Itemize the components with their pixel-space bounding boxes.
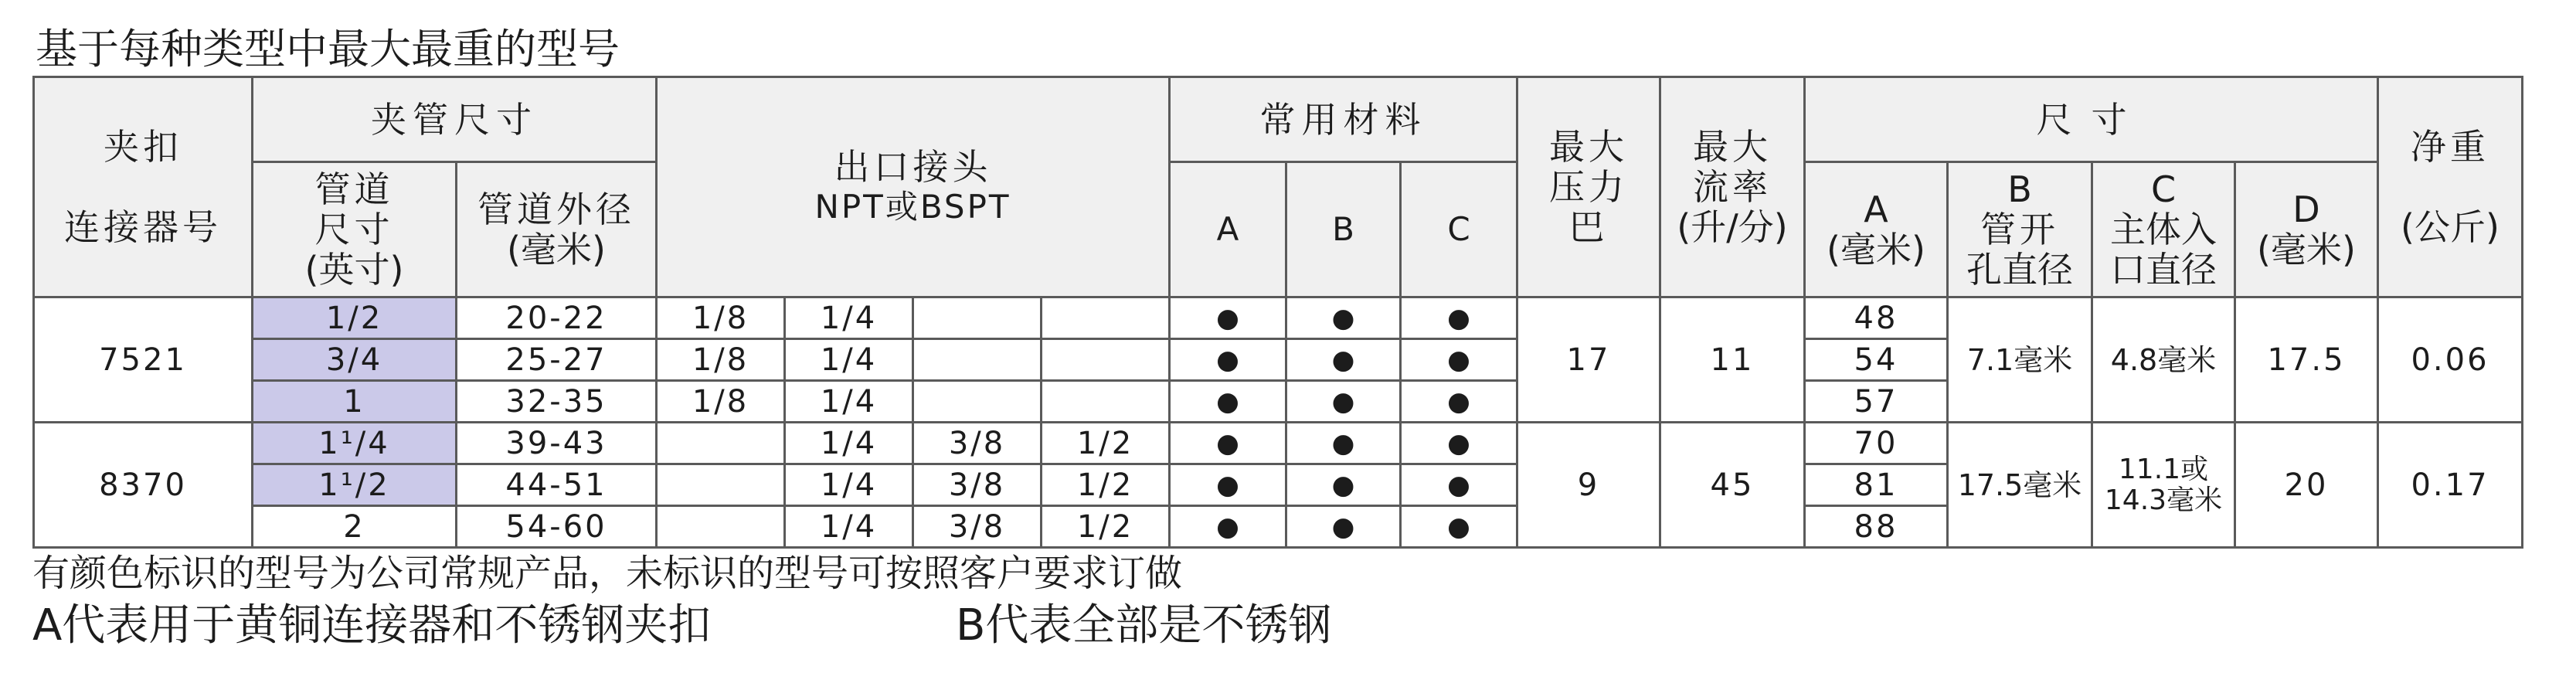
header-pipe-size (253, 162, 457, 297)
cell-material-b: ● (1286, 464, 1401, 506)
header-clamp-size: 夹管尺寸 (253, 77, 657, 162)
cell-max-pressure: 9 (1517, 423, 1660, 548)
header-dim-b (1948, 162, 2092, 297)
cell-outlet-3 (913, 381, 1042, 423)
cell-outlet-2: 1/4 (785, 506, 913, 548)
cell-material-c: ● (1401, 423, 1517, 464)
header-row-2 (34, 162, 2523, 297)
table-row (34, 297, 2523, 339)
header-max-pressure-line: 巴 (1568, 206, 1609, 248)
cell-outlet-3 (913, 339, 1042, 381)
page-title: 基于每种类型中最大最重的型号 (36, 25, 620, 73)
cell-dim-a: 70 (1805, 423, 1948, 464)
header-material-c: C (1401, 162, 1517, 297)
header-dim-c-line: C (2150, 168, 2177, 210)
header-max-flow-line: 流率 (1693, 166, 1772, 208)
header-outlet (657, 77, 1170, 297)
cell-max-flow: 11 (1660, 297, 1805, 423)
header-row-1 (34, 77, 2523, 162)
cell-outlet-1: 1/8 (657, 297, 785, 339)
cell-material-a: ● (1170, 423, 1286, 464)
cell-pipe-size: 1 (253, 381, 457, 423)
cell-outlet-2: 1/4 (785, 381, 913, 423)
cell-outlet-3: 3/8 (913, 464, 1042, 506)
header-dim-b-line: B (2007, 168, 2032, 210)
legend-note: 有颜色标识的型号为公司常规产品，未标识的型号可按照客户要求订做 (32, 552, 1183, 595)
cell-material-c: ● (1401, 339, 1517, 381)
cell-outlet-3: 3/8 (913, 423, 1042, 464)
cell-pipe-od: 32-35 (457, 381, 657, 423)
cell-outlet-2: 1/4 (785, 464, 913, 506)
cell-material-a: ● (1170, 381, 1286, 423)
cell-material-c: ● (1401, 506, 1517, 548)
cell-material-c: ● (1401, 464, 1517, 506)
header-dim-c-line: 口直径 (2110, 249, 2217, 291)
cell-outlet-1: 1/8 (657, 381, 785, 423)
header-dim-c (2092, 162, 2235, 297)
cell-pipe-od: 54-60 (457, 506, 657, 548)
material-b-note: B代表全部是不锈钢 (956, 600, 1332, 651)
cell-net-weight: 0.17 (2378, 423, 2523, 548)
header-outlet-line: 出口接头 (834, 146, 992, 188)
header-pipe-size-line: (英寸) (304, 249, 404, 291)
header-max-flow (1660, 77, 1805, 297)
header-dim-c-line: 主体入 (2110, 209, 2217, 250)
cell-material-a: ● (1170, 297, 1286, 339)
header-dim-b-line: 孔直径 (1966, 249, 2073, 291)
cell-dim-c-line: 11.1或 (2118, 453, 2209, 485)
header-pipe-od (457, 162, 657, 297)
cell-dim-a: 57 (1805, 381, 1948, 423)
cell-outlet-1 (657, 423, 785, 464)
cell-pipe-size: 1¹/2 (253, 464, 457, 506)
cell-net-weight: 0.06 (2378, 297, 2523, 423)
cell-outlet-3 (913, 297, 1042, 339)
header-pipe-od-line: 管道外径 (477, 189, 635, 230)
header-material-b: B (1286, 162, 1401, 297)
cell-outlet-4 (1042, 297, 1170, 339)
cell-material-b: ● (1286, 423, 1401, 464)
cell-max-flow: 45 (1660, 423, 1805, 548)
cell-outlet-1 (657, 464, 785, 506)
cell-pipe-size: 3/4 (253, 339, 457, 381)
header-connector-line: 连接器号 (64, 206, 222, 248)
spec-table (32, 76, 2523, 549)
cell-outlet-4: 1/2 (1042, 506, 1170, 548)
cell-material-c: ● (1401, 381, 1517, 423)
header-max-flow-line: (升/分) (1677, 206, 1788, 248)
cell-dim-a: 88 (1805, 506, 1948, 548)
cell-material-b: ● (1286, 297, 1401, 339)
header-dim-a-line: A (1864, 189, 1888, 230)
cell-material-a: ● (1170, 464, 1286, 506)
cell-dim-a: 48 (1805, 297, 1948, 339)
cell-material-b: ● (1286, 506, 1401, 548)
header-pipe-od-line: (毫米) (507, 229, 606, 270)
header-outlet-line: NPT或BSPT (814, 188, 1011, 226)
cell-pipe-size: 1/2 (253, 297, 457, 339)
cell-dim-d: 20 (2235, 423, 2378, 548)
header-connector (34, 77, 253, 297)
header-pipe-size-line: 管道 (314, 168, 394, 210)
cell-material-c: ● (1401, 297, 1517, 339)
header-connector-line: 夹扣 (104, 126, 182, 168)
header-dim-d-line: D (2292, 189, 2320, 230)
header-net-weight-line: (公斤) (2401, 206, 2500, 248)
header-material-a: A (1170, 162, 1286, 297)
cell-max-pressure: 17 (1517, 297, 1660, 423)
cell-dim-c-line: 14.3毫米 (2104, 484, 2223, 516)
header-net-weight (2378, 77, 2523, 297)
cell-dim-d: 17.5 (2235, 297, 2378, 423)
cell-model: 7521 (34, 297, 253, 423)
cell-pipe-size: 1¹/4 (253, 423, 457, 464)
header-max-pressure-line: 压力 (1549, 166, 1628, 208)
header-dim-a (1805, 162, 1948, 297)
cell-outlet-2: 1/4 (785, 339, 913, 381)
cell-material-a: ● (1170, 506, 1286, 548)
cell-outlet-1 (657, 506, 785, 548)
header-dimensions: 尺寸 (1805, 77, 2378, 162)
cell-outlet-2: 1/4 (785, 297, 913, 339)
header-net-weight-line: 净重 (2411, 126, 2489, 168)
header-max-pressure-line: 最大 (1549, 126, 1628, 168)
header-dim-d (2235, 162, 2378, 297)
cell-outlet-4 (1042, 381, 1170, 423)
cell-dim-b: 7.1毫米 (1948, 297, 2092, 423)
header-max-pressure (1517, 77, 1660, 297)
cell-material-b: ● (1286, 381, 1401, 423)
cell-material-b: ● (1286, 339, 1401, 381)
cell-pipe-od: 39-43 (457, 423, 657, 464)
cell-pipe-od: 20-22 (457, 297, 657, 339)
cell-outlet-1: 1/8 (657, 339, 785, 381)
cell-pipe-od: 44-51 (457, 464, 657, 506)
header-max-flow-line: 最大 (1693, 126, 1772, 168)
header-dim-b-line: 管开 (1980, 209, 2059, 250)
header-materials: 常用材料 (1170, 77, 1517, 162)
cell-dim-c (2092, 423, 2235, 548)
cell-dim-b: 17.5毫米 (1948, 423, 2092, 548)
table-row (34, 423, 2523, 464)
material-a-note: A代表用于黄铜连接器和不锈钢夹扣 (32, 600, 712, 651)
cell-dim-c: 4.8毫米 (2092, 297, 2235, 423)
cell-material-a: ● (1170, 339, 1286, 381)
cell-outlet-4 (1042, 339, 1170, 381)
cell-outlet-4: 1/2 (1042, 423, 1170, 464)
cell-pipe-size: 2 (253, 506, 457, 548)
header-pipe-size-line: 尺寸 (314, 209, 394, 250)
header-dim-d-line: (毫米) (2257, 229, 2356, 270)
cell-outlet-3: 3/8 (913, 506, 1042, 548)
cell-dim-a: 54 (1805, 339, 1948, 381)
cell-model: 8370 (34, 423, 253, 548)
cell-outlet-2: 1/4 (785, 423, 913, 464)
cell-pipe-od: 25-27 (457, 339, 657, 381)
cell-dim-a: 81 (1805, 464, 1948, 506)
cell-outlet-4: 1/2 (1042, 464, 1170, 506)
header-dim-a-line: (毫米) (1827, 229, 1925, 270)
